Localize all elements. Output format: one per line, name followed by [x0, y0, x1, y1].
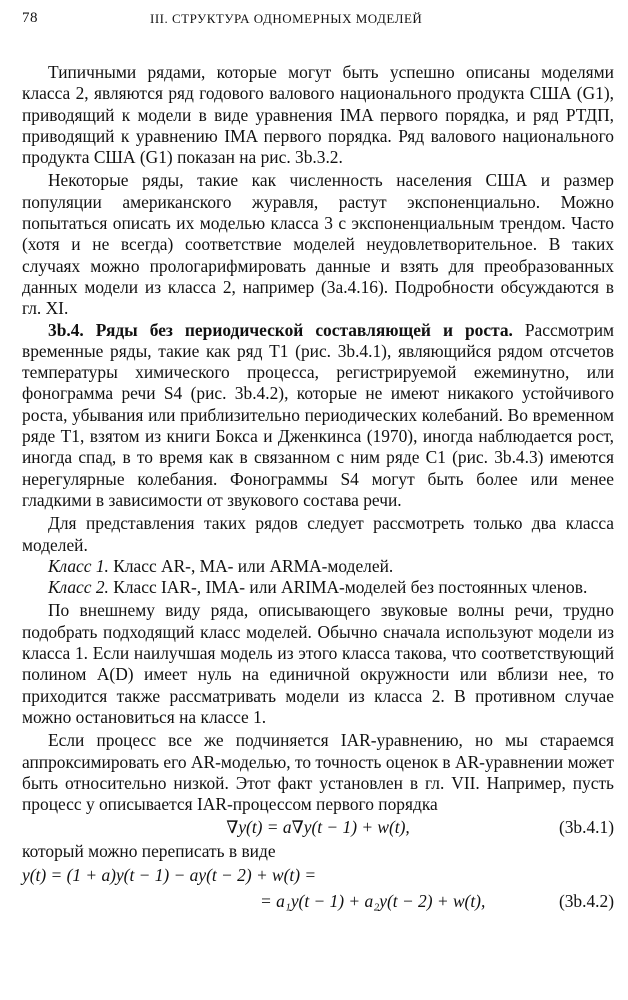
paragraph-two-classes: Для представления таких рядов следует рассмотреть только два класса моделей. — [22, 513, 614, 555]
book-page — [22, 0, 614, 1000]
class-1-label: Класс 1. — [48, 555, 109, 576]
equation-3b-4-1-body: ∇y(t) = a∇y(t − 1) + w(t), — [226, 817, 410, 838]
page-header — [22, 10, 614, 32]
section-3b4-text: Рассмотрим временные ряды, такие как ряд T1 (рис. 3b.4.1), являющийся рядом отсчетов температуры химического процесса, регистрируемой ежеминутно, или фонограмма речи S4 (рис. 3b.4.2), которые не имеют никакого устойчивого роста, убывания или приблизительно периодических колебаний. Во временном ряде T1, взятом из книги Бокса и Дженкинса (1970), иногда наблюдается рост, иногда спад, в то время как в связанном с ним ряде C1 (рис. 3b.4.3) имеются нерегулярные колебания. Фонограммы S4 могут быть более или менее гладкими в зависимости от звукового состава речи. — [22, 319, 615, 510]
paragraph-section-3b4 — [22, 320, 614, 512]
equation-3b-4-2-number: (3b.4.2) — [558, 890, 614, 911]
paragraph-iar-process: Если процесс все же подчиняется IAR-уравнению, но мы стараемся аппроксимировать его AR-моделью, то точность оценок в AR-уравнении может быть относительно низкой. Этот факт установлен в гл. VII. Например, пусть процесс y описывается IAR-процессом первого порядка — [22, 730, 614, 815]
paragraph-class2-examples: Типичными рядами, которые могут быть успешно описаны моделями класса 2, являются ряд годового валового национального продукта США (G1), приводящий к модели в виде уравнения IMA первого порядка, и ряд РТДП, приводящий к уравнению IMA первого порядка. Ряд валового национального продукта США (G1) показан на рис. 3b.3.2. — [22, 62, 614, 168]
class-2-text: Класс IAR-, IMA- или ARIMA-моделей без постоянных членов. — [108, 577, 588, 598]
class-1-item — [22, 556, 614, 577]
equation-3b-4-1 — [22, 817, 614, 841]
page-body — [22, 62, 614, 915]
paragraph-rewrite: который можно переписать в виде — [22, 841, 276, 862]
equation-3b-4-2-second-line: = a₁y(t − 1) + a₂y(t − 2) + w(t), — [260, 890, 486, 911]
class-1-text: Класс AR-, MA- или ARMA-моделей. — [108, 555, 394, 576]
equation-3b-4-1-number: (3b.4.1) — [558, 817, 614, 838]
class-2-label: Класс 2. — [48, 577, 109, 598]
paragraph-speech-models: По внешнему виду ряда, описывающего звуковые волны речи, трудно подобрать подходящий класс моделей. Обычно сначала используют модели из класса 1. Если наилучшая модель из этого класса такова, что соответствующий полином A(D) имеет нуль на единичной окружности или вблизи нее, то приходится также рассматривать модели из класса 2. В противном случае можно остановиться на классе 1. — [22, 600, 614, 727]
equation-3b-4-2-first-line: y(t) = (1 + a)y(t − 1) − ay(t − 2) + w(t) = — [22, 864, 317, 885]
page-number: 78 — [22, 10, 38, 26]
equation-3b-4-2-line2 — [22, 891, 614, 915]
equation-3b-4-2-line1 — [22, 865, 614, 889]
class-2-item — [22, 577, 614, 598]
paragraph-exponential-growth: Некоторые ряды, такие как численность населения США и размер популяции американского журавля, растут экспоненциально. Можно попытаться описать их моделью класса 3 с экспоненциальным трендом. Часто (хотя и не всегда) соответствие моделей неудовлетворительное. В таких случаях можно прологарифмировать данные и взять для преобразованных данных модели из класса 2, например (3a.4.16). Подробности обсуждаются в гл. XI. — [22, 170, 614, 319]
section-heading-3b4: 3b.4. Ряды без периодической составляющей и роста. — [48, 319, 513, 340]
running-head: III. СТРУКТУРА ОДНОМЕРНЫХ МОДЕЛЕЙ — [150, 11, 423, 26]
